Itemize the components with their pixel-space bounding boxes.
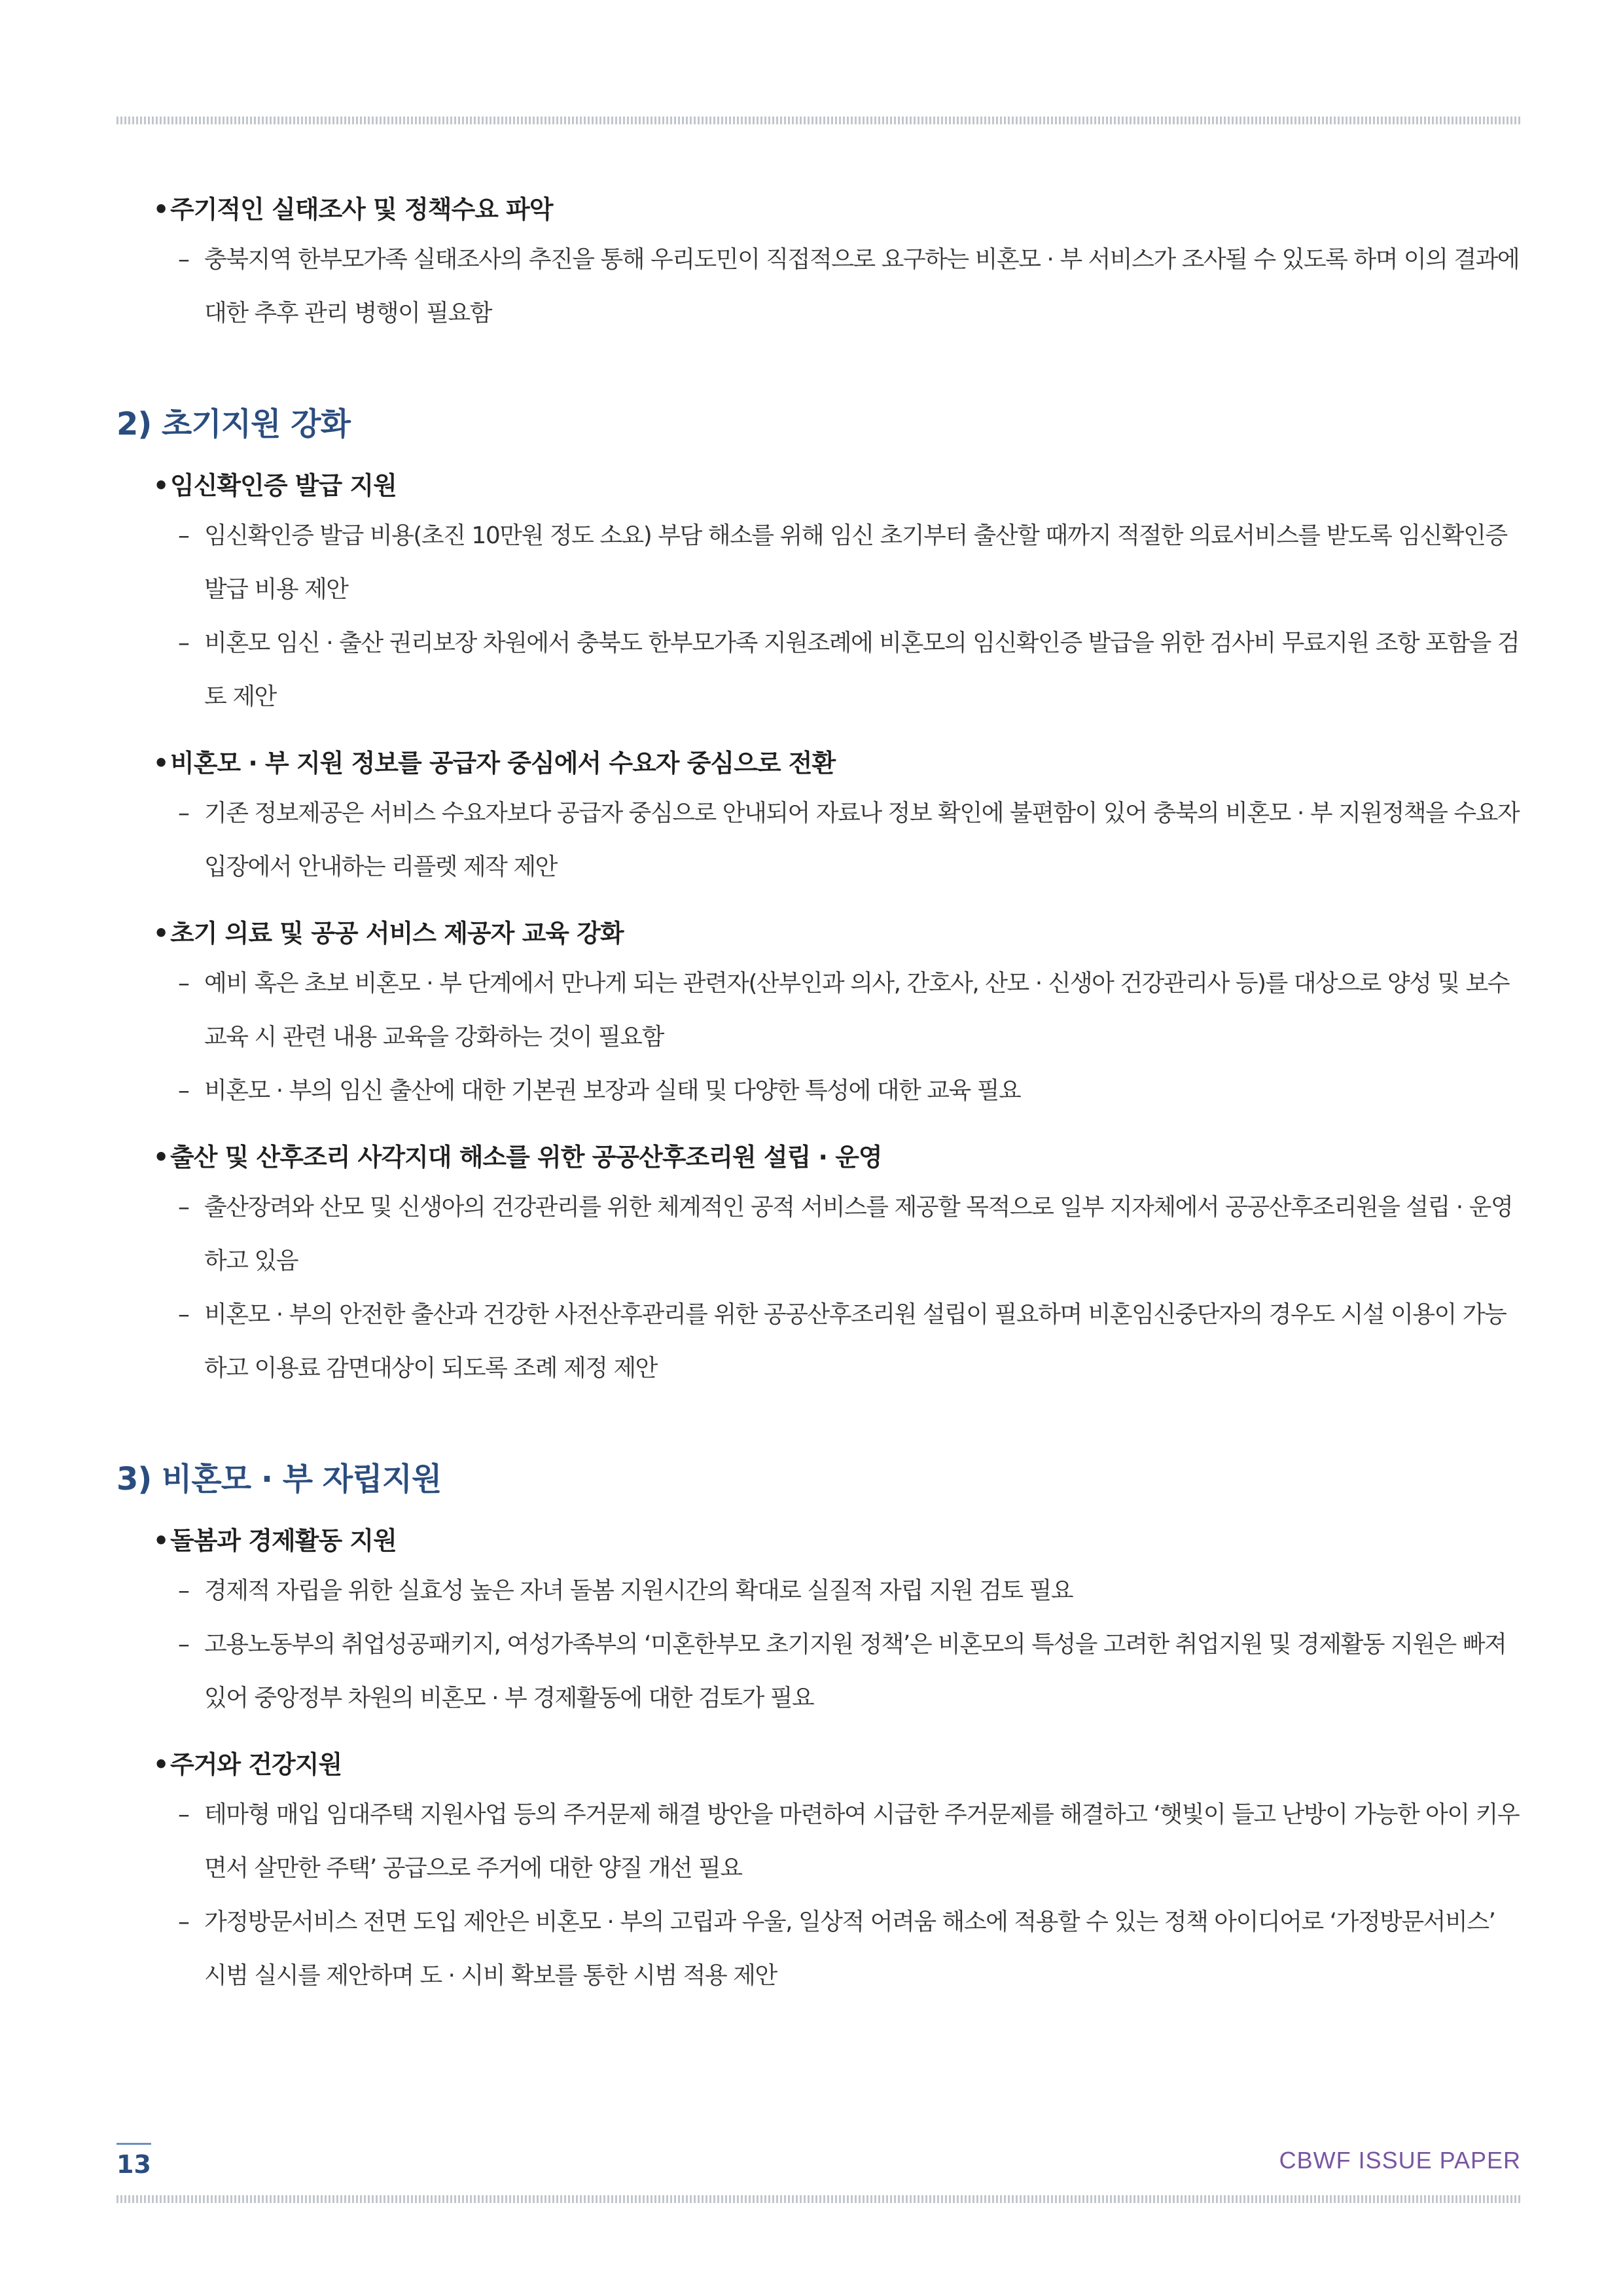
bottom-dotted-rule [116, 2195, 1521, 2203]
list-item: – 경제적 자립을 위한 실효성 높은 자녀 돌봄 지원시간의 확대로 실질적 자립 지원 검토 필요 [178, 1564, 1521, 1618]
bullet-block [116, 1138, 1521, 1395]
bullet-title: • 출산 및 산후조리 사각지대 해소를 위한 공공산후조리원 설립 · 운영 [153, 1138, 1521, 1177]
page-number: 13 [116, 2143, 151, 2179]
list-item: – 고용노동부의 취업성공패키지, 여성가족부의 ‘미혼한부모 초기지원 정책’은 비혼모의 특성을 고려한 취업지원 및 경제활동 지원은 빠져 있어 중앙정부 차원의 비혼모 · 부 경제활동에 대한 검토가 필요 [178, 1618, 1521, 1725]
bullet-title: • 임신확인증 발급 지원 [153, 466, 1521, 505]
bullet-block [116, 914, 1521, 1118]
list-item: – 비혼모 · 부의 임신 출산에 대한 기본권 보장과 실태 및 다양한 특성에 대한 교육 필요 [178, 1064, 1521, 1118]
bullet-title: • 주기적인 실태조사 및 정책수요 파악 [153, 190, 1521, 229]
list-item: – 기존 정보제공은 서비스 수요자보다 공급자 중심으로 안내되어 자료나 정보 확인에 불편함이 있어 충북의 비혼모 · 부 지원정책을 수요자 입장에서 안내하는 리플렛 제작 제안 [178, 787, 1521, 894]
list-item: – 비혼모 · 부의 안전한 출산과 건강한 사전산후관리를 위한 공공산후조리원 설립이 필요하며 비혼임신중단자의 경우도 시설 이용이 가능하고 이용료 감면대상이 되도록 조례 제정 제안 [178, 1288, 1521, 1395]
bullet-block [116, 1521, 1521, 1725]
bullet-block [116, 1745, 1521, 2003]
list-item: – 충북지역 한부모가족 실태조사의 추진을 통해 우리도민이 직접적으로 요구하는 비혼모 · 부 서비스가 조사될 수 있도록 하며 이의 결과에 대한 추후 관리 병행이 필요함 [178, 233, 1521, 340]
section-title: 3) 비혼모 · 부 자립지원 [116, 1461, 442, 1498]
bullet-block [116, 466, 1521, 724]
bullet-block [116, 744, 1521, 894]
list-item: – 비혼모 임신 · 출산 권리보장 차원에서 충북도 한부모가족 지원조례에 비혼모의 임신확인증 발급을 위한 검사비 무료지원 조항 포함을 검토 제안 [178, 617, 1521, 724]
section-initial-support [116, 403, 1521, 1395]
intro-block [116, 190, 1521, 340]
list-item: – 출산장려와 산모 및 신생아의 건강관리를 위한 체계적인 공적 서비스를 제공할 목적으로 일부 지자체에서 공공산후조리원을 설립 · 운영하고 있음 [178, 1181, 1521, 1288]
bullet-title: • 돌봄과 경제활동 지원 [153, 1521, 1521, 1560]
list-item: – 예비 혹은 초보 비혼모 · 부 단계에서 만나게 되는 관련자(산부인과 의사, 간호사, 산모 · 신생아 건강관리사 등)를 대상으로 양성 및 보수교육 시 관련 내용 교육을 강화하는 것이 필요함 [178, 957, 1521, 1064]
list-item: – 임신확인증 발급 비용(초진 10만원 정도 소요) 부담 해소를 위해 임신 초기부터 출산할 때까지 적절한 의료서비스를 받도록 임신확인증 발급 비용 제안 [178, 509, 1521, 617]
list-item: – 가정방문서비스 전면 도입 제안은 비혼모 · 부의 고립과 우울, 일상적 어려움 해소에 적용할 수 있는 정책 아이디어로 ‘가정방문서비스’ 시범 실시를 제안하며 도 · 시비 확보를 통한 시범 적용 제안 [178, 1895, 1521, 2003]
bullet-title: • 비혼모 · 부 지원 정보를 공급자 중심에서 수요자 중심으로 전환 [153, 744, 1521, 783]
publication-name: CBWF ISSUE PAPER [1279, 2147, 1521, 2174]
list-item: – 테마형 매입 임대주택 지원사업 등의 주거문제 해결 방안을 마련하여 시급한 주거문제를 해결하고 ‘햇빛이 들고 난방이 가능한 아이 키우면서 살만한 주택’ 공급으로 주거에 대한 양질 개선 필요 [178, 1788, 1521, 1895]
bullet-title: • 주거와 건강지원 [153, 1745, 1521, 1784]
section-title: 2) 초기지원 강화 [116, 406, 350, 442]
section-independence-support [116, 1458, 1521, 2003]
top-dotted-rule [116, 117, 1521, 124]
bullet-title: • 초기 의료 및 공공 서비스 제공자 교육 강화 [153, 914, 1521, 953]
page-content [116, 190, 1521, 2022]
